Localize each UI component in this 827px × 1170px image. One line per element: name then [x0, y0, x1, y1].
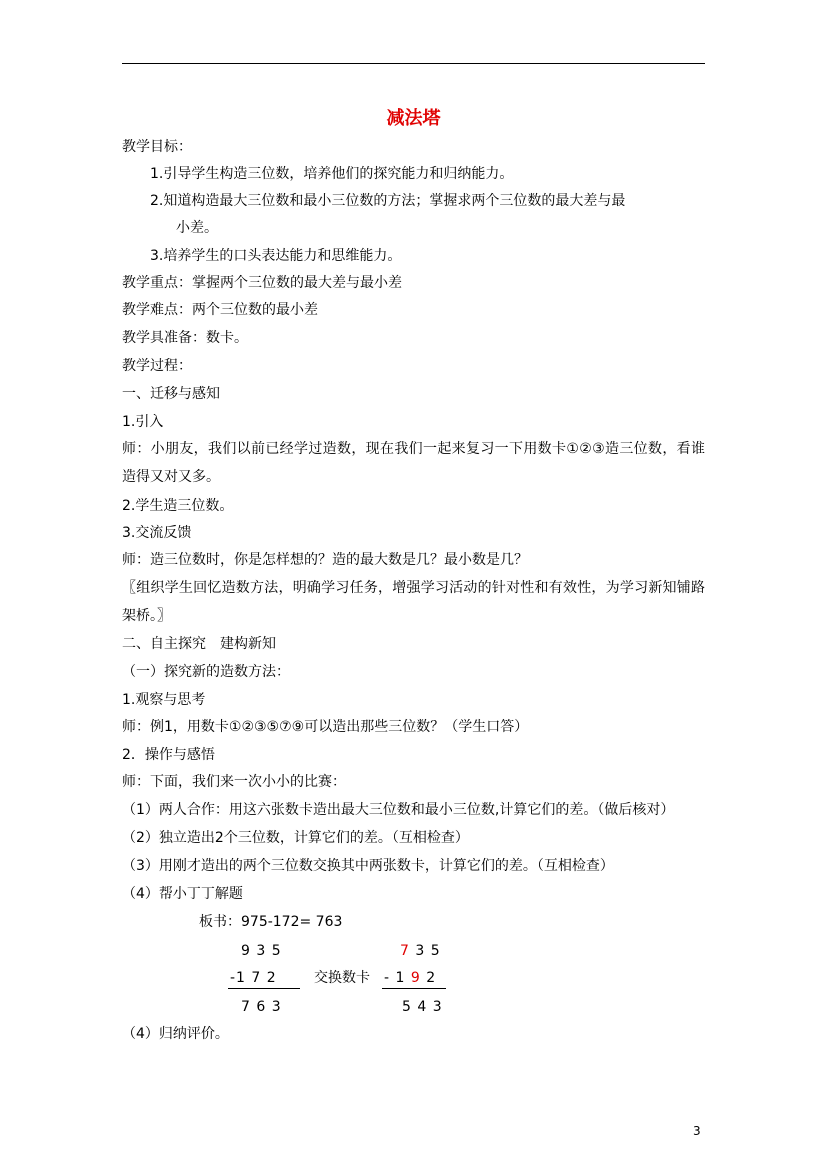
swap-cards-label: 交换数卡	[314, 970, 370, 986]
text-line: 2.学生造三位数。	[122, 498, 234, 514]
header-rule	[122, 63, 705, 64]
text-line: 小差。	[176, 220, 218, 236]
text-line: 师：下面，我们来一次小小的比赛：	[122, 774, 346, 790]
page-number: 3	[693, 1124, 701, 1138]
calc-left-difference: 7 6 3	[241, 999, 282, 1015]
section-heading: 一、迁移与感知	[122, 386, 220, 402]
document-title: 减法塔	[386, 108, 441, 129]
changed-digit: 7	[400, 943, 410, 959]
text-line: 教学重点：掌握两个三位数的最大差与最小差	[122, 275, 402, 291]
calc-right-subtrahend: - 1 9 2	[384, 970, 437, 986]
text-line: 3.培养学生的口头表达能力和思维能力。	[150, 248, 402, 264]
text-line: 2.知道构造最大三位数和最小三位数的方法；掌握求两个三位数的最大差与最	[150, 193, 626, 209]
text-line: 1.观察与思考	[122, 692, 206, 708]
text-line: 教学难点：两个三位数的最小差	[122, 302, 318, 318]
calc-left-underline	[228, 988, 300, 989]
text-line: 师：例1，用数卡①②③⑤⑦⑨可以造出那些三位数？（学生口答）	[122, 719, 529, 735]
text-line: 1.引导学生构造三位数，培养他们的探究能力和归纳能力。	[150, 166, 514, 182]
text-line: （2）独立造出2个三位数，计算它们的差。（互相检查）	[122, 830, 469, 846]
text-line: （4）帮小丁丁解题	[122, 886, 243, 902]
paragraph: 师：小朋友，我们以前已经学过造数，现在我们一起来复习一下用数卡①②③造三位数，看谁造得又对又多。	[122, 441, 705, 485]
calc-right-difference: 5 4 3	[402, 999, 443, 1015]
text-line: （一）探究新的造数方法：	[122, 664, 290, 680]
text-line: 教学具准备：数卡。	[122, 330, 248, 346]
changed-digit: 9	[410, 970, 421, 986]
calc-right-minuend: 7 3 5	[400, 943, 441, 959]
text-line: （4）归纳评价。	[122, 1026, 229, 1042]
text-line: 3.交流反馈	[122, 525, 192, 541]
section-heading: 二、自主探究 建构新知	[122, 636, 276, 652]
text-line: （3）用刚才造出的两个三位数交换其中两张数卡，计算它们的差。（互相检查）	[122, 858, 614, 874]
calc-right-underline	[382, 988, 446, 989]
text-line: 2．操作与感悟	[122, 747, 215, 763]
paragraph: 〖组织学生回忆造数方法，明确学习任务，增强学习活动的针对性和有效性，为学习新知铺路架桥。〗	[122, 580, 705, 624]
text-line: 教学目标：	[122, 139, 192, 155]
text-line: （1）两人合作：用这六张数卡造出最大三位数和最小三位数,计算它们的差。（做后核对）	[122, 802, 675, 818]
blackboard-note: 板书：975-172= 763	[199, 914, 343, 930]
text-line: 教学过程：	[122, 358, 192, 374]
calc-left-subtrahend: -1 7 2	[230, 970, 277, 986]
text-line: 1.引入	[122, 414, 164, 430]
calc-left-minuend: 9 3 5	[241, 943, 282, 959]
text-line: 师：造三位数时，你是怎样想的？造的最大数是几？最小数是几？	[122, 552, 528, 568]
